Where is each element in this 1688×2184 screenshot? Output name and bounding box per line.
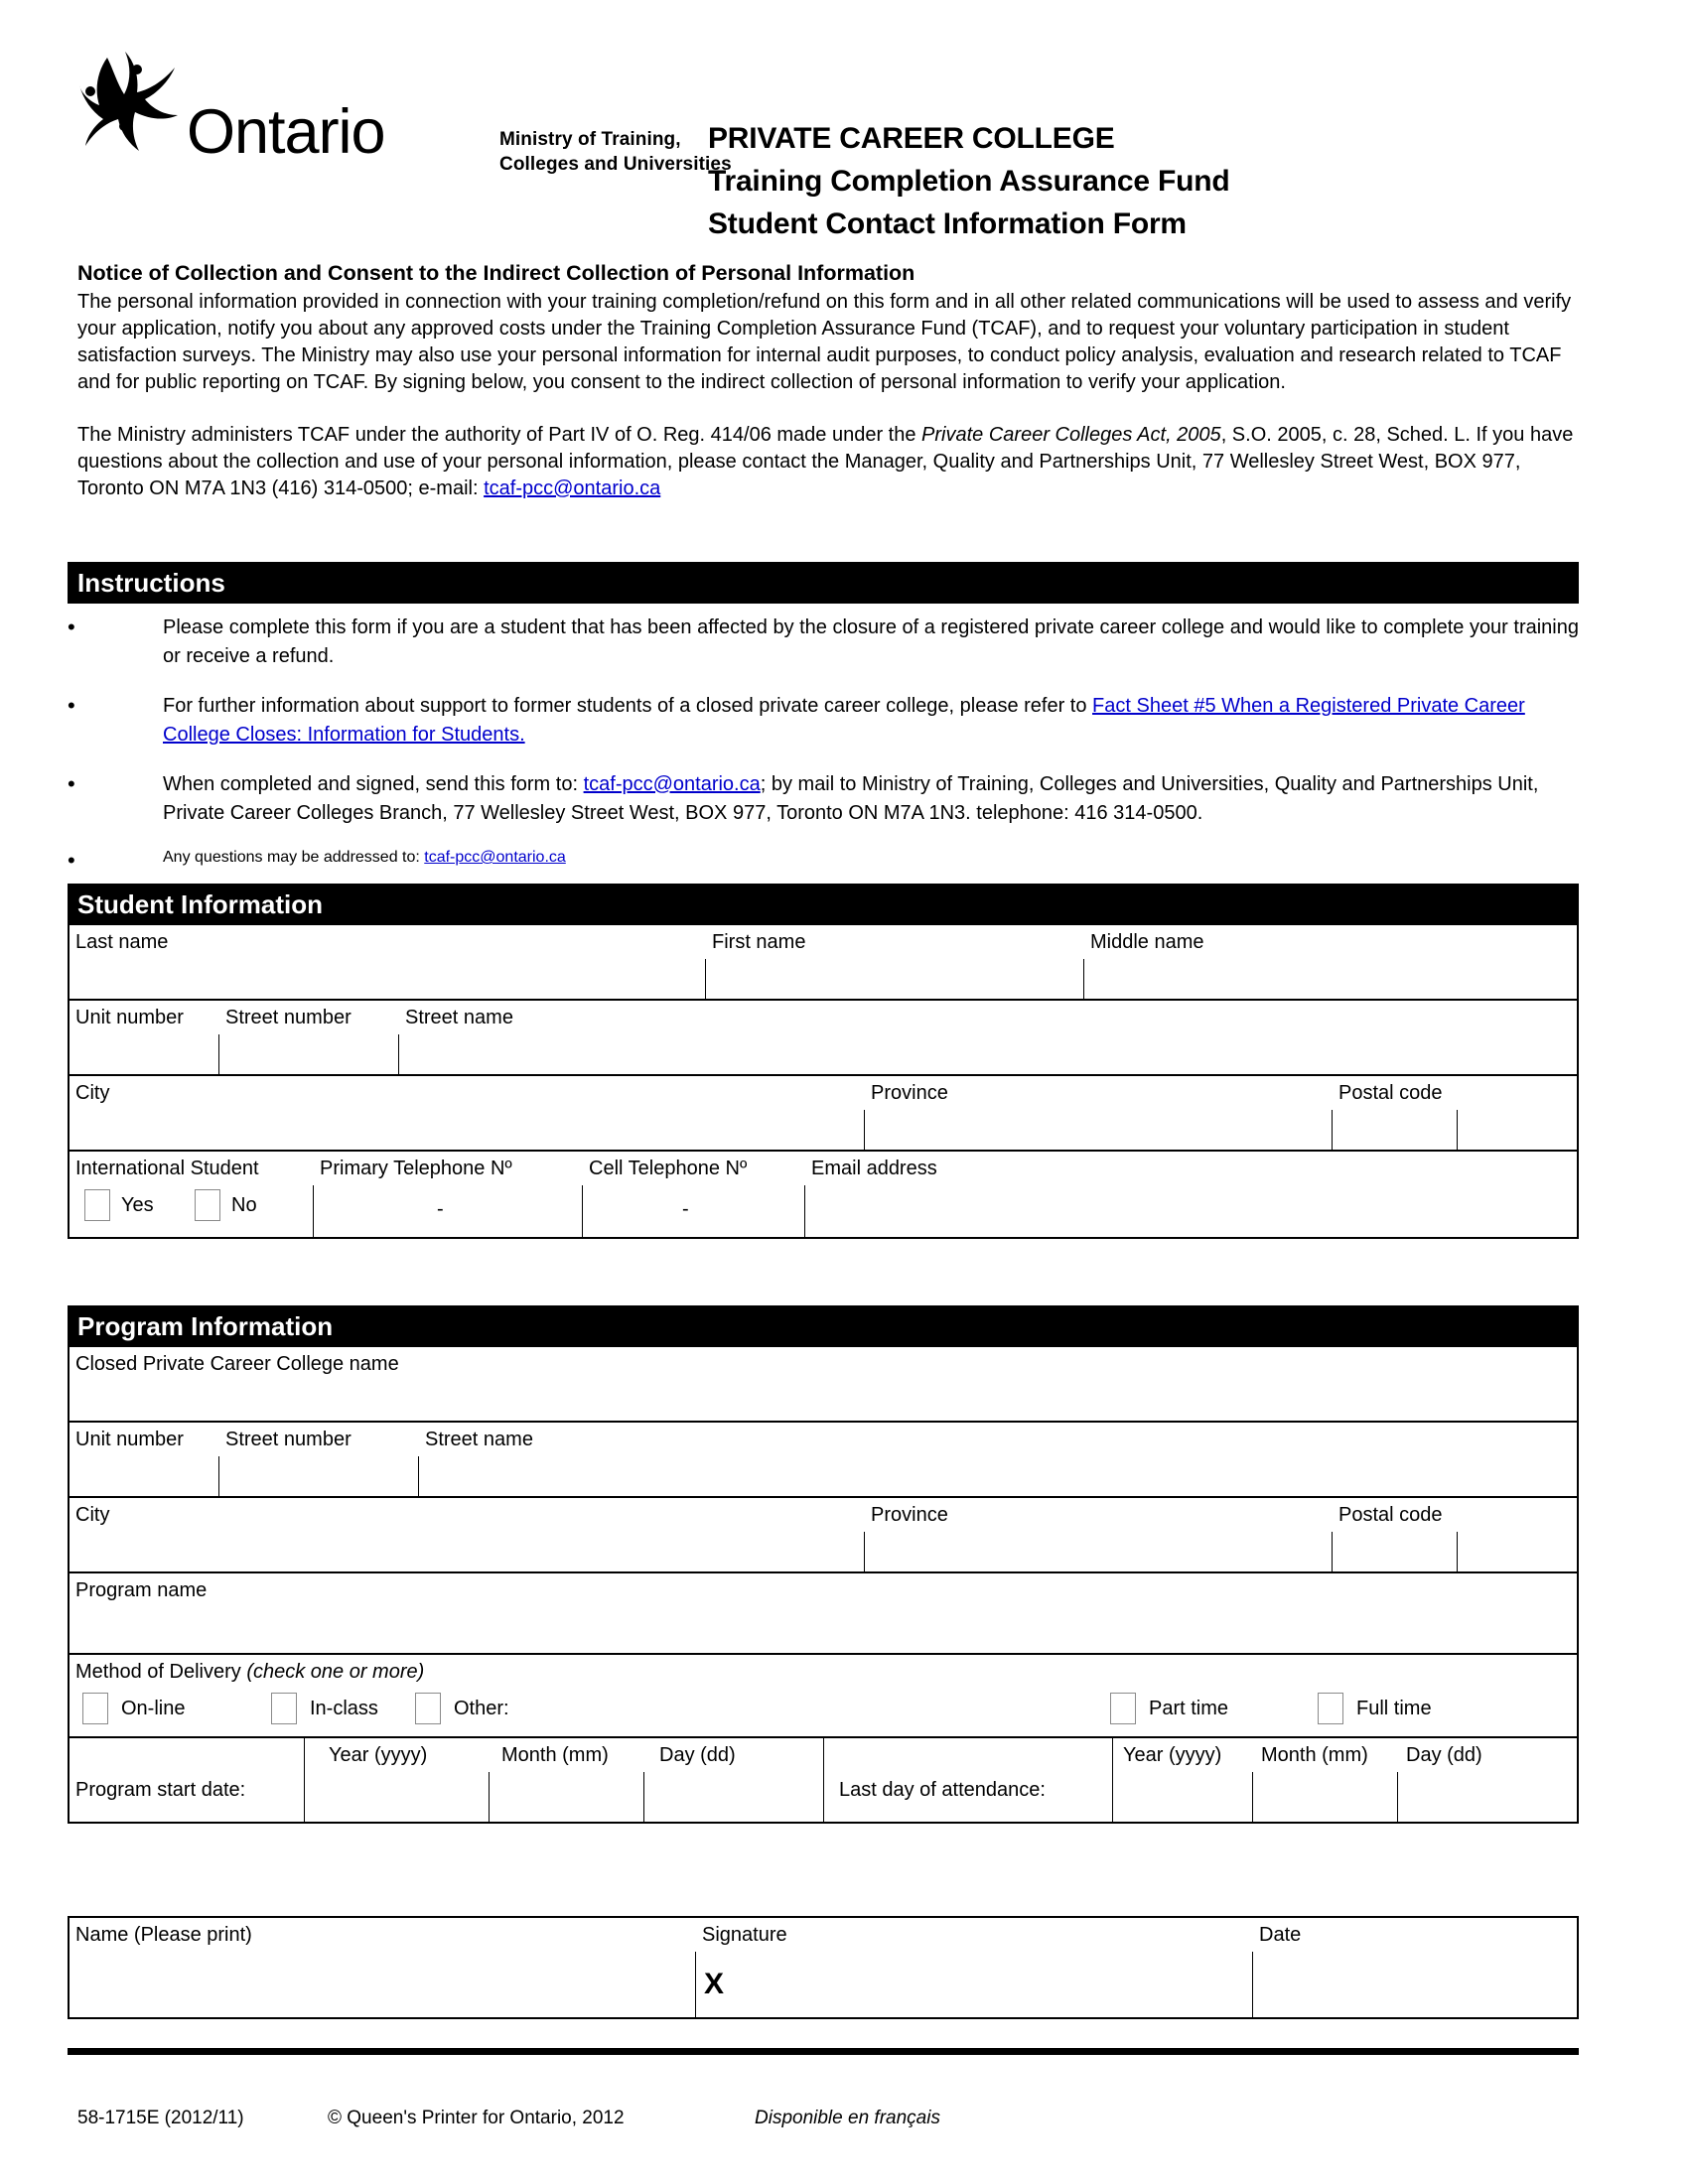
last-name-cell[interactable]	[70, 925, 705, 999]
method-of-delivery-hint: (check one or more)	[246, 1661, 425, 1683]
program-information-table	[68, 1347, 1579, 1824]
bullet-icon: •	[68, 693, 75, 718]
delivery-online-checkbox[interactable]	[82, 1693, 108, 1724]
ministry-name	[499, 127, 732, 177]
city-cell[interactable]	[70, 1076, 864, 1150]
part-time-label: Part time	[1149, 1698, 1229, 1719]
last-name-label: Last name	[75, 931, 169, 953]
delivery-other-checkbox[interactable]	[415, 1693, 441, 1724]
college-name-label: Closed Private Career College name	[75, 1353, 399, 1375]
first-name-cell[interactable]	[706, 925, 1083, 999]
start-date-month-cell[interactable]	[490, 1738, 643, 1822]
notice-p2-text-b: , S.O. 2005, c. 28, Sched. L. If you have questions about the collection and use of your personal information, please contact the Manager, Quality and Partnerships Unit, 77 Wellesley Street West, BOX 977, Toronto ON M7A 1N3 (416) 314-0500; e-mail:	[77, 424, 1574, 499]
city-label: City	[75, 1082, 110, 1104]
ontario-logo	[77, 50, 455, 179]
table-row	[70, 1918, 1577, 2017]
title-line-2: Training Completion Assurance Fund	[708, 165, 1230, 198]
day-label: Day (dd)	[659, 1744, 736, 1766]
notice-paragraph-2	[77, 422, 1577, 502]
bullet-icon: •	[68, 771, 75, 796]
program-name-cell[interactable]	[70, 1573, 1577, 1653]
page-footer	[77, 2107, 940, 2130]
last-day-attendance-cell	[824, 1738, 1112, 1822]
last-day-attendance-label: Last day of attendance:	[839, 1779, 1046, 1801]
postal-code-label: Postal code	[1338, 1082, 1443, 1104]
middle-name-cell[interactable]	[1084, 925, 1577, 999]
street-number-cell[interactable]	[219, 1423, 418, 1496]
province-label: Province	[871, 1504, 948, 1526]
date-label: Date	[1259, 1924, 1302, 1946]
act-citation: Private Career Colleges Act, 2005	[921, 424, 1221, 446]
last-day-month-cell[interactable]	[1253, 1738, 1397, 1822]
street-name-cell[interactable]	[419, 1423, 1577, 1496]
street-number-label: Street number	[225, 1429, 352, 1450]
date-cell[interactable]	[1253, 1918, 1577, 2017]
table-row	[70, 1347, 1577, 1423]
program-start-date-label: Program start date:	[75, 1779, 246, 1801]
list-item	[68, 692, 1579, 750]
international-student-yes-checkbox[interactable]	[84, 1189, 110, 1221]
street-number-label: Street number	[225, 1007, 352, 1028]
print-name-label: Name (Please print)	[75, 1924, 252, 1946]
program-information-section-header: Program Information	[68, 1305, 1579, 1347]
list-item	[68, 848, 1674, 873]
postal-code-divider	[1457, 1110, 1458, 1150]
international-student-label: International Student	[75, 1158, 259, 1179]
table-row	[70, 1423, 1577, 1498]
trillium-icon	[77, 50, 192, 154]
yes-label: Yes	[121, 1194, 154, 1216]
email-address-label: Email address	[811, 1158, 937, 1179]
list-item	[68, 614, 1579, 671]
delivery-in-class-checkbox[interactable]	[271, 1693, 297, 1724]
street-name-label: Street name	[405, 1007, 513, 1028]
student-information-table	[68, 925, 1579, 1239]
year-label: Year (yyyy)	[329, 1744, 428, 1766]
form-number: 58-1715E (2012/11)	[77, 2108, 244, 2128]
french-availability-note: Disponible en français	[755, 2108, 940, 2128]
province-cell[interactable]	[865, 1076, 1332, 1150]
program-start-date-cell	[70, 1738, 304, 1822]
month-label: Month (mm)	[501, 1744, 609, 1766]
street-number-cell[interactable]	[219, 1001, 398, 1074]
instruction-text-3-after: ; by mail to Ministry of Training, Colleges and Universities, Quality and Partnerships Unit, Private Career Colleges Branch, 77 Wellesley Street West, BOX 977, Toronto ON M7A 1N3. telephone: 416 314-0500.	[163, 773, 1539, 824]
primary-telephone-cell[interactable]	[314, 1152, 582, 1237]
online-label: On-line	[121, 1698, 186, 1719]
notice-heading: Notice of Collection and Consent to the Indirect Collection of Personal Information	[77, 261, 915, 285]
notice-email-link[interactable]: tcaf-pcc@ontario.ca	[484, 478, 661, 499]
method-of-delivery-text: Method of Delivery	[75, 1661, 241, 1683]
unit-number-label: Unit number	[75, 1007, 184, 1028]
bullet-icon: •	[68, 848, 75, 873]
table-row	[70, 1498, 1577, 1573]
part-time-checkbox[interactable]	[1110, 1693, 1136, 1724]
copyright-notice: © Queen's Printer for Ontario, 2012	[328, 2108, 625, 2128]
email-address-cell[interactable]	[805, 1152, 1577, 1237]
instructions-list	[68, 614, 1579, 849]
questions-email-link[interactable]: tcaf-pcc@ontario.ca	[424, 849, 566, 866]
cell-telephone-cell[interactable]	[583, 1152, 804, 1237]
list-item	[68, 770, 1579, 828]
table-row	[70, 1076, 1577, 1152]
table-row	[70, 1573, 1577, 1655]
footer-divider	[68, 2048, 1579, 2055]
table-row	[70, 1655, 1577, 1738]
instructions-section-header: Instructions	[68, 562, 1579, 604]
title-line-3: Student Contact Information Form	[708, 207, 1187, 240]
print-name-cell[interactable]	[70, 1918, 695, 2017]
table-row	[70, 1001, 1577, 1076]
international-student-cell	[70, 1152, 313, 1237]
signature-table	[68, 1916, 1579, 2019]
day-label: Day (dd)	[1406, 1744, 1482, 1766]
title-line-1: PRIVATE CAREER COLLEGE	[708, 122, 1115, 155]
year-label: Year (yyyy)	[1123, 1744, 1222, 1766]
province-label: Province	[871, 1082, 948, 1104]
full-time-checkbox[interactable]	[1318, 1693, 1343, 1724]
submit-email-link[interactable]: tcaf-pcc@ontario.ca	[583, 773, 761, 795]
instruction-text-3-before: When completed and signed, send this form to:	[163, 773, 584, 795]
page-title	[708, 117, 1229, 245]
street-name-cell[interactable]	[399, 1001, 1577, 1074]
full-time-label: Full time	[1356, 1698, 1432, 1719]
first-name-label: First name	[712, 931, 806, 953]
other-label: Other:	[454, 1698, 509, 1719]
signature-label: Signature	[702, 1924, 787, 1946]
student-information-section-header: Student Information	[68, 884, 1579, 925]
instruction-text-4-before: Any questions may be addressed to:	[163, 849, 425, 866]
no-label: No	[231, 1194, 257, 1216]
cell-telephone-label: Cell Telephone Nº	[589, 1158, 748, 1179]
postal-code-cell[interactable]	[1333, 1076, 1577, 1150]
in-class-label: In-class	[310, 1698, 378, 1719]
start-date-day-cell[interactable]	[644, 1738, 823, 1822]
college-name-cell[interactable]	[70, 1347, 1577, 1421]
notice-paragraph-1: The personal information provided in connection with your training completion/refund on this form and in all other related communications will be used to assess and verify your application, notify you about any approved costs under the Training Completion Assurance Fund (TCAF), and to request your voluntary participation in student satisfaction surveys. The Ministry may also use your personal information for internal audit purposes, to conduct policy analysis, evaluation and research related to TCAF and for public reporting on TCAF. By signing below, you consent to the indirect collection of personal information to verify your application.	[77, 291, 1572, 393]
postal-code-divider	[1457, 1532, 1458, 1571]
primary-telephone-label: Primary Telephone Nº	[320, 1158, 512, 1179]
bullet-icon: •	[68, 614, 75, 639]
instruction-text-1: Please complete this form if you are a student that has been affected by the closure of a registered private career college and would like to complete your training or receive a refund.	[163, 616, 1579, 667]
notice-p2-text-a: The Ministry administers TCAF under the authority of Part IV of O. Reg. 414/06 made under the	[77, 424, 922, 446]
unit-number-label: Unit number	[75, 1429, 184, 1450]
program-name-label: Program name	[75, 1579, 208, 1601]
page-header	[77, 40, 1611, 240]
ministry-line-2: Colleges and Universities	[499, 154, 732, 175]
postal-code-label: Postal code	[1338, 1504, 1443, 1526]
fact-sheet-link[interactable]: Fact Sheet #5 When a Registered Private Career College Closes: Information for Students.	[163, 695, 1525, 746]
phone-separator: -	[682, 1198, 689, 1220]
instruction-text-2-before: For further information about support to former students of a closed private career college, please refer to	[163, 695, 1093, 717]
street-name-label: Street name	[425, 1429, 533, 1450]
signature-cell[interactable]	[696, 1918, 1252, 2017]
unit-number-cell[interactable]	[70, 1423, 218, 1496]
phone-separator: -	[437, 1198, 444, 1220]
province-cell[interactable]	[865, 1498, 1332, 1571]
last-day-day-cell[interactable]	[1398, 1738, 1577, 1822]
ministry-line-1: Ministry of Training,	[499, 129, 681, 150]
start-date-year-cell[interactable]	[305, 1738, 489, 1822]
unit-number-cell[interactable]	[70, 1001, 218, 1074]
method-of-delivery-label	[75, 1660, 424, 1684]
international-student-no-checkbox[interactable]	[195, 1189, 220, 1221]
month-label: Month (mm)	[1261, 1744, 1368, 1766]
postal-code-cell[interactable]	[1333, 1498, 1577, 1571]
method-of-delivery-cell	[70, 1655, 1577, 1736]
ontario-wordmark: Ontario	[187, 97, 385, 167]
last-day-year-cell[interactable]	[1113, 1738, 1252, 1822]
table-row	[70, 1152, 1577, 1237]
signature-x-mark: X	[704, 1968, 725, 2000]
city-cell[interactable]	[70, 1498, 864, 1571]
table-row	[70, 1738, 1577, 1822]
notice-of-collection	[77, 260, 1577, 502]
middle-name-label: Middle name	[1090, 931, 1204, 953]
table-row	[70, 925, 1577, 1001]
city-label: City	[75, 1504, 110, 1526]
